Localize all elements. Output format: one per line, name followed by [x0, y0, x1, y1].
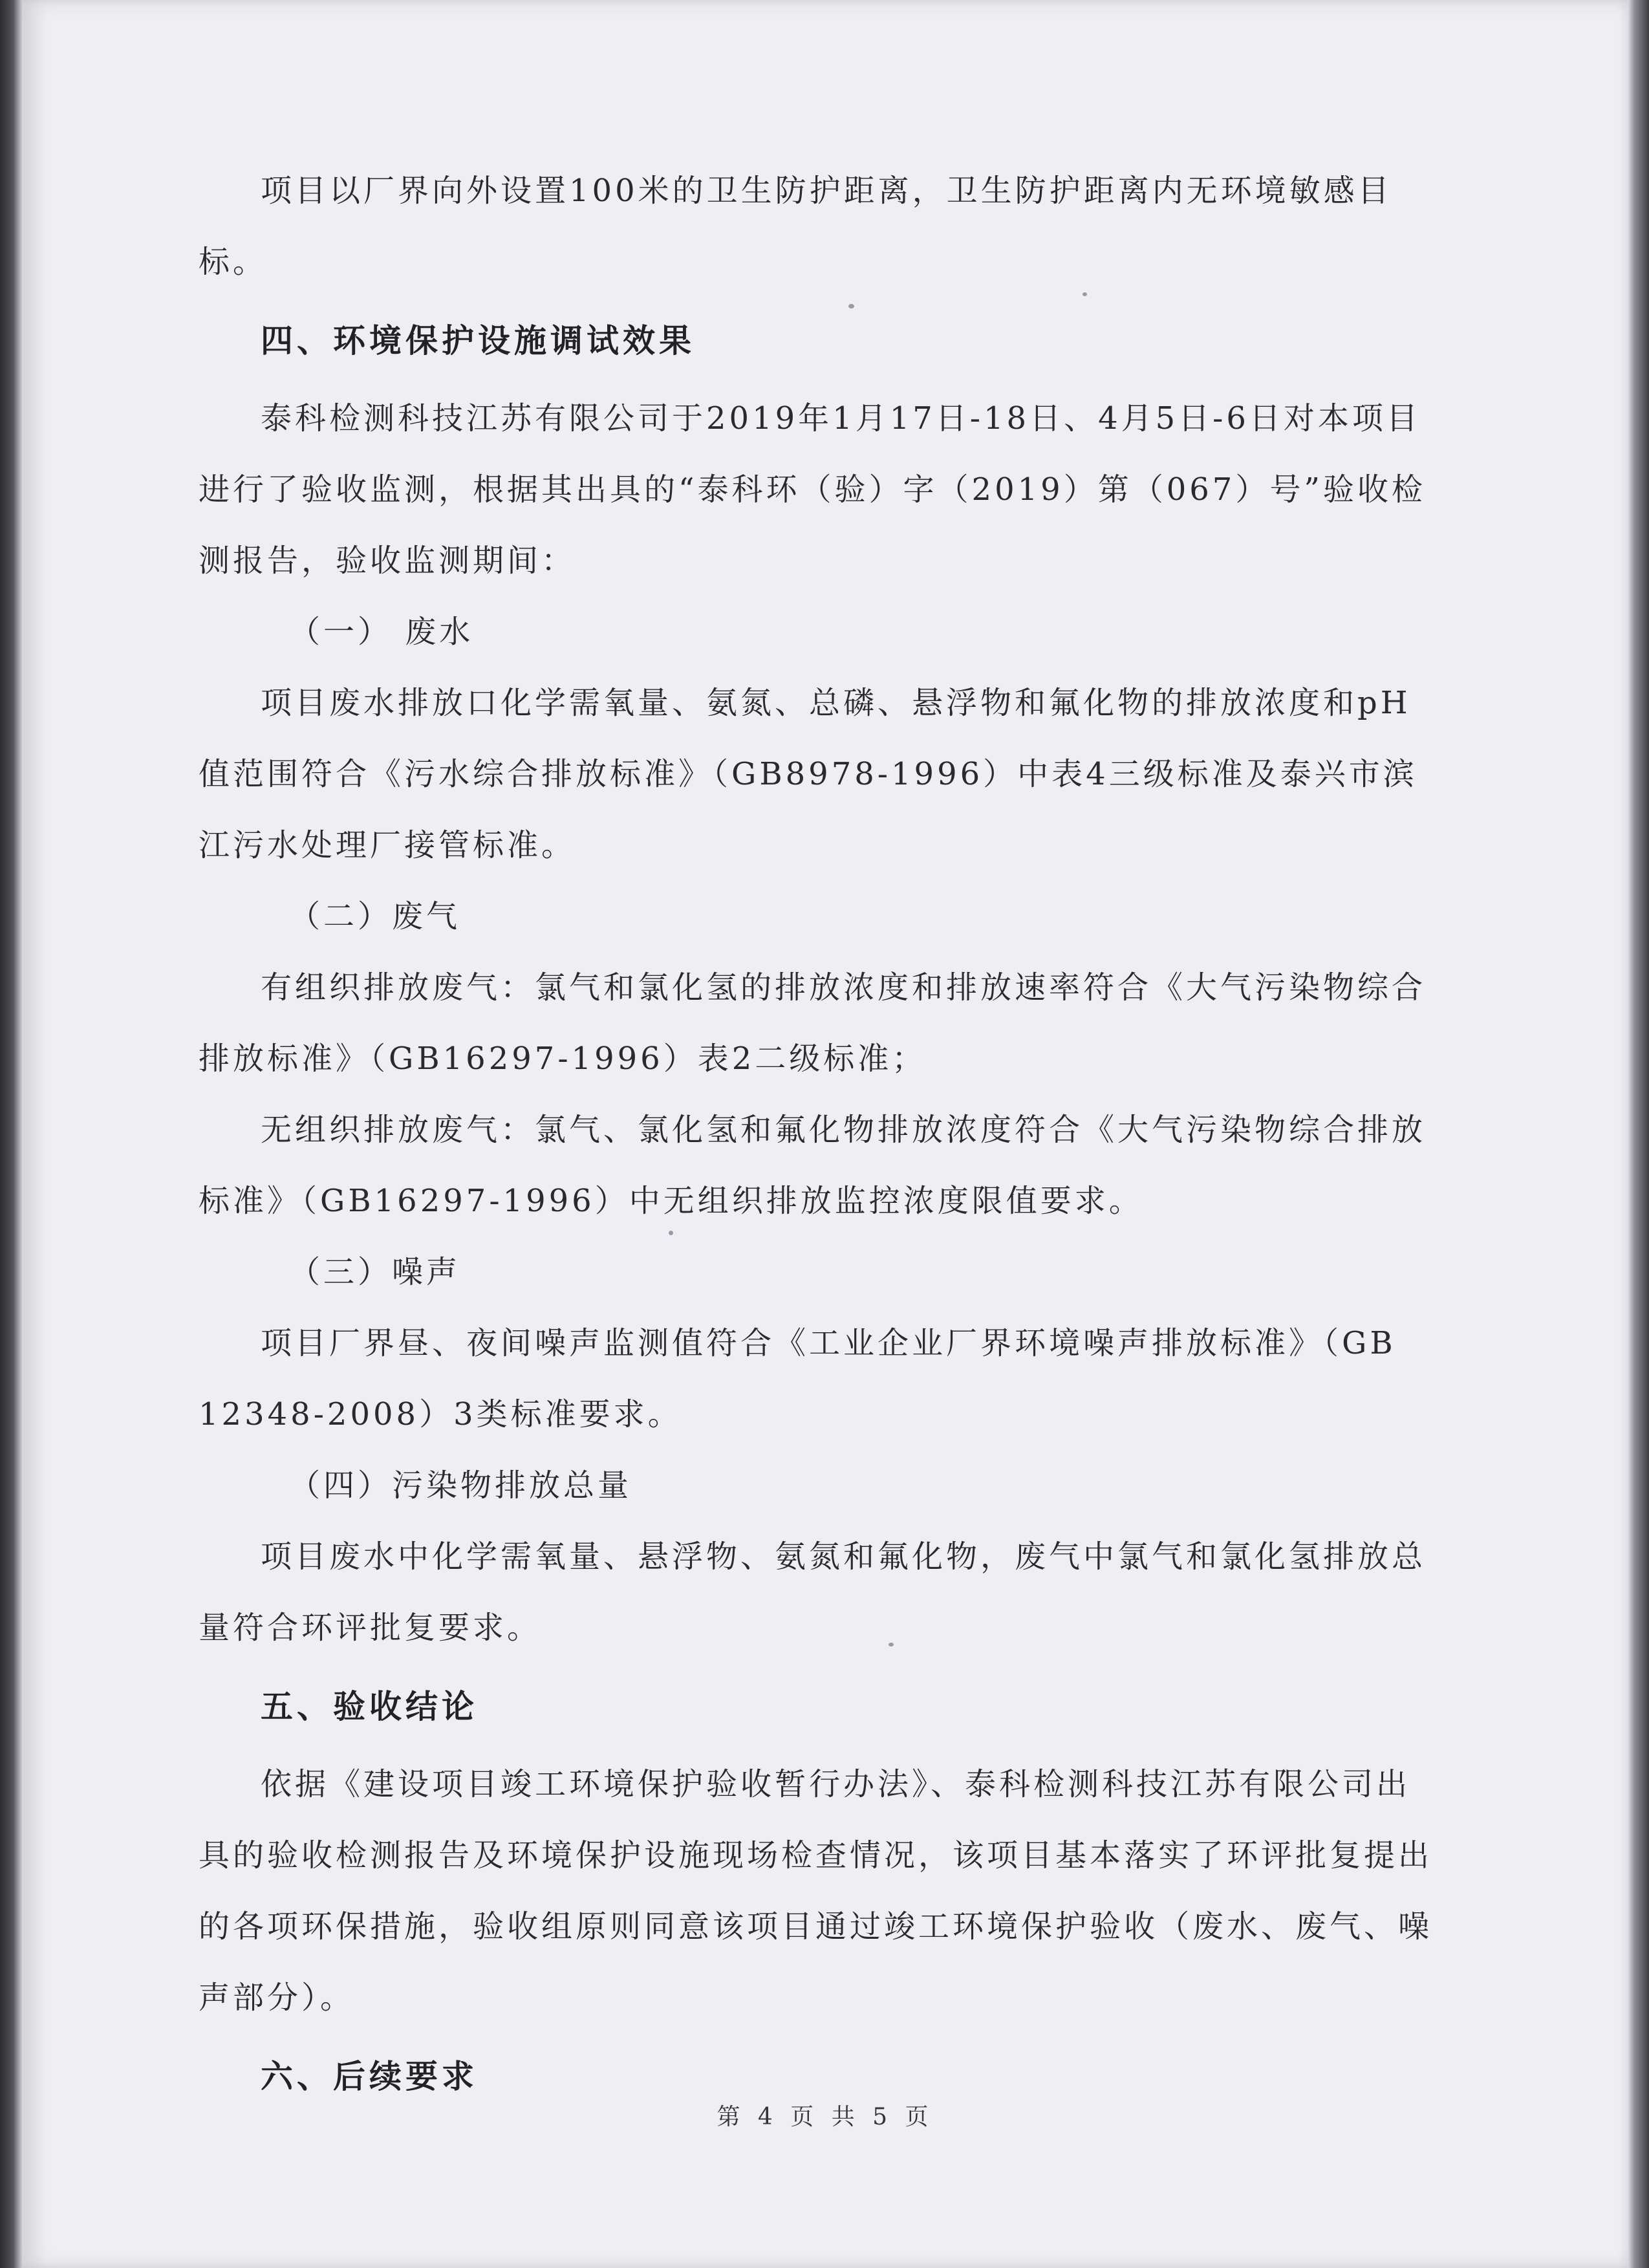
subsection-heading: （二）废气	[289, 898, 461, 934]
document-page	[22, 0, 1628, 2268]
paragraph: 依据《建设项目竣工环境保护验收暂行办法》、泰科检测科技江苏有限公司出具的验收检测报告及环境保护设施现场检查情况，该项目基本落实了环评批复提出的各项环保措施，验收组原则同意该项目通过竣工环境保护验收（废水、废气、噪声部分）。	[199, 1766, 1433, 2016]
paragraph: 项目厂界昼、夜间噪声监测值符合《工业企业厂界环境噪声排放标准》（GB 12348-2008）3类标准要求。	[199, 1325, 1396, 1432]
subsection-heading: （四）污染物排放总量	[289, 1467, 632, 1504]
document-body	[199, 155, 1440, 2119]
section-heading: 五、验收结论	[261, 1688, 478, 1725]
scan-edge-right	[1628, 0, 1649, 2268]
subsection-heading: （三）噪声	[289, 1254, 461, 1290]
page-number-footer: 第 4 页 共 5 页	[717, 2104, 934, 2130]
paragraph: 有组织排放废气：氯气和氯化氢的排放浓度和排放速率符合《大气污染物综合排放标准》（GB16297-1996）表2二级标准；	[199, 969, 1427, 1077]
scan-edge-left	[0, 0, 22, 2268]
section-heading: 六、后续要求	[261, 2058, 478, 2095]
paragraph: 项目废水中化学需氧量、悬浮物、氨氮和氟化物，废气中氯气和氯化氢排放总量符合环评批复要求。	[199, 1539, 1427, 1646]
paragraph: 无组织排放废气：氯气、氯化氢和氟化物排放浓度符合《大气污染物综合排放标准》（GB16297-1996）中无组织排放监控浓度限值要求。	[199, 1112, 1427, 1219]
subsection-heading: （一） 废水	[289, 614, 474, 650]
paragraph: 泰科检测科技江苏有限公司于2019年1月17日-18日、4月5日-6日对本项目进行了验收监测，根据其出具的“泰科环（验）字（2019）第（067）号”验收检测报告，验收监测期间：	[199, 400, 1426, 579]
paragraph: 项目以厂界向外设置100米的卫生防护距离，卫生防护距离内无环境敏感目标。	[199, 173, 1392, 280]
section-heading: 四、环境保护设施调试效果	[261, 322, 695, 360]
paragraph: 项目废水排放口化学需氧量、氨氮、总磷、悬浮物和氟化物的排放浓度和pH值范围符合《污水综合排放标准》（GB8978-1996）中表4三级标准及泰兴市滨江污水处理厂接管标准。	[199, 685, 1417, 863]
